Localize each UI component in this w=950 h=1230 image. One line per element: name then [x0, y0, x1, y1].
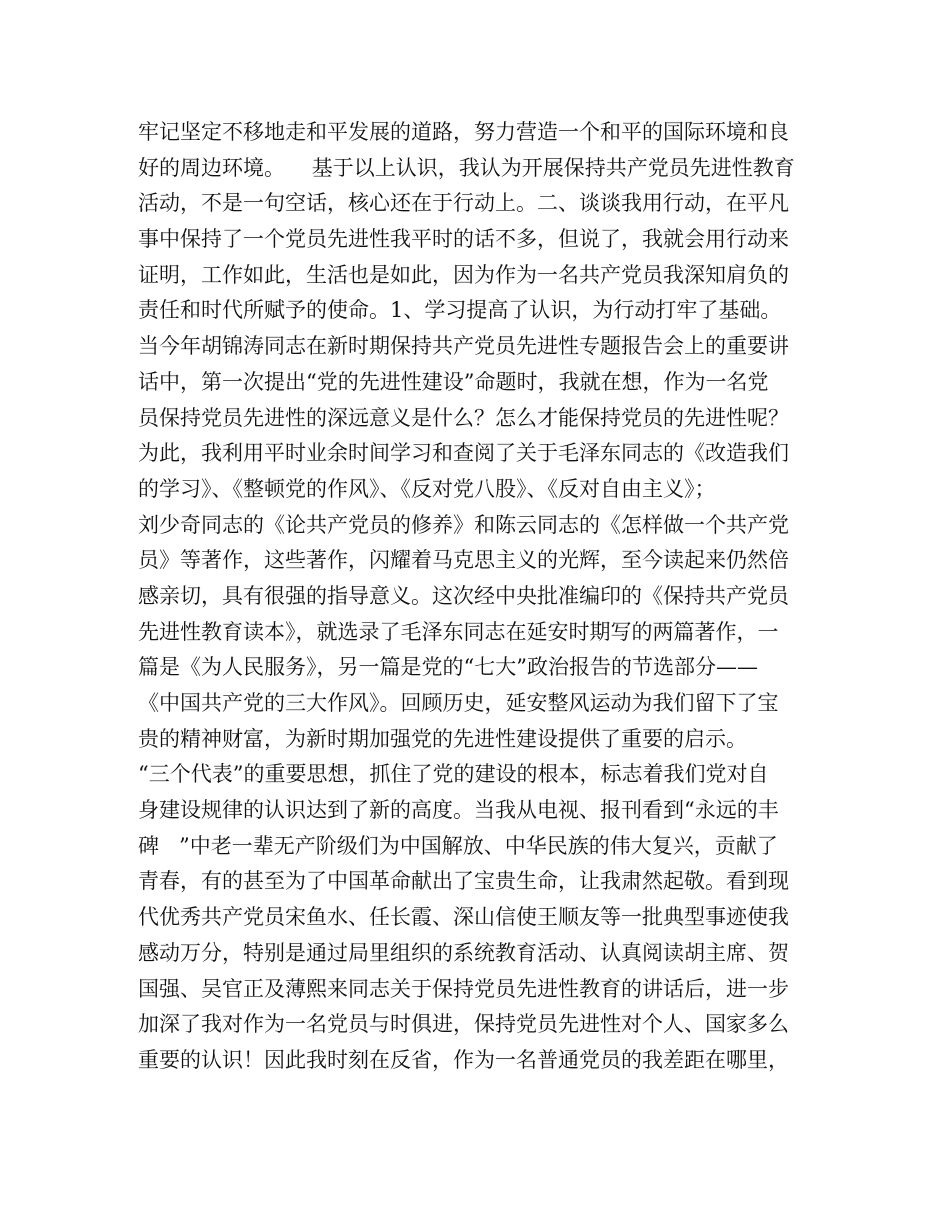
text-line: 的学习》、《整顿党的作风》、《反对党八股》、《反对自由主义》；	[138, 476, 716, 501]
text-line: 当今年胡锦涛同志在新时期保持共产党员先进性专题报告会上的重要讲	[138, 334, 789, 359]
text-line: 为此，我利用平时业余时间学习和查阅了关于毛泽东同志的《改造我们	[138, 441, 789, 466]
text-line: 重要的认识！因此我时刻在反省，作为一名普通党员的我差距在哪里，	[138, 1047, 789, 1072]
text-line: 青春，有的甚至为了中国革命献出了宝贵生命，让我肃然起敬。看到现	[138, 869, 789, 894]
text-line: “三个代表”的重要思想，抓住了党的建设的根本，标志着我们党对自	[138, 762, 769, 787]
text-line: 加深了我对作为一名党员与时俱进，保持党员先进性对个人、国家多么	[138, 1012, 789, 1037]
body-text	[138, 115, 838, 1079]
text-line: 贵的精神财富，为新时期加强党的先进性建设提供了重要的启示。	[138, 726, 747, 751]
text-line: 身建设规律的认识达到了新的高度。当我从电视、报刊看到“永远的丰	[138, 798, 779, 823]
text-line: 国强、吴官正及薄熙来同志关于保持党员先进性教育的讲话后，进一步	[138, 976, 789, 1001]
text-line: 先进性教育读本》，就选录了毛泽东同志在延安时期写的两篇著作，一	[138, 619, 779, 644]
text-line: 碑 ”中老一辈无产阶级们为中国解放、中华民族的伟大复兴，贡献了	[138, 833, 778, 858]
text-line: 牢记坚定不移地走和平发展的道路，努力营造一个和平的国际环境和良	[138, 120, 789, 144]
text-line: 《中国共产党的三大作风》。回顾历史，延安整风运动为我们留下了宝	[138, 691, 779, 715]
text-line: 活动，不是一句空话，核心还在于行动上。二、谈谈我用行动，在平凡	[138, 191, 789, 216]
text-line: 员》等著作，这些著作，闪耀着马克思主义的光辉，至今读起来仍然倍	[138, 548, 789, 573]
text-line: 好的周边环境。 基于以上认识，我认为开展保持共产党员先进性教育	[138, 155, 795, 180]
text-line: 代优秀共产党员宋鱼水、任长霞、深山信使王顺友等一批典型事迹使我	[138, 905, 789, 930]
text-line: 感亲切，具有很强的指导意义。这次经中央批准编印的《保持共产党员	[138, 583, 789, 608]
text-line: 责任和时代所赋予的使命。1、学习提高了认识，为行动打牢了基础。	[138, 298, 782, 323]
text-line: 事中保持了一个党员先进性我平时的话不多，但说了，我就会用行动来	[138, 227, 789, 252]
text-line: 员保持党员先进性的深远意义是什么？怎么才能保持党员的先进性呢？	[138, 405, 789, 430]
text-line: 刘少奇同志的《论共产党员的修养》和陈云同志的《怎样做一个共产党	[138, 512, 789, 537]
text-line: 感动万分，特别是通过局里组织的系统教育活动、认真阅读胡主席、贺	[138, 940, 789, 965]
text-line: 篇是《为人民服务》，另一篇是党的“七大”政治报告的节选部分——	[138, 655, 758, 680]
text-line: 证明，工作如此，生活也是如此，因为作为一名共产党员我深知肩负的	[138, 262, 789, 287]
text-line: 话中，第一次提出“党的先进性建设”命题时，我就在想，作为一名党	[138, 369, 769, 394]
